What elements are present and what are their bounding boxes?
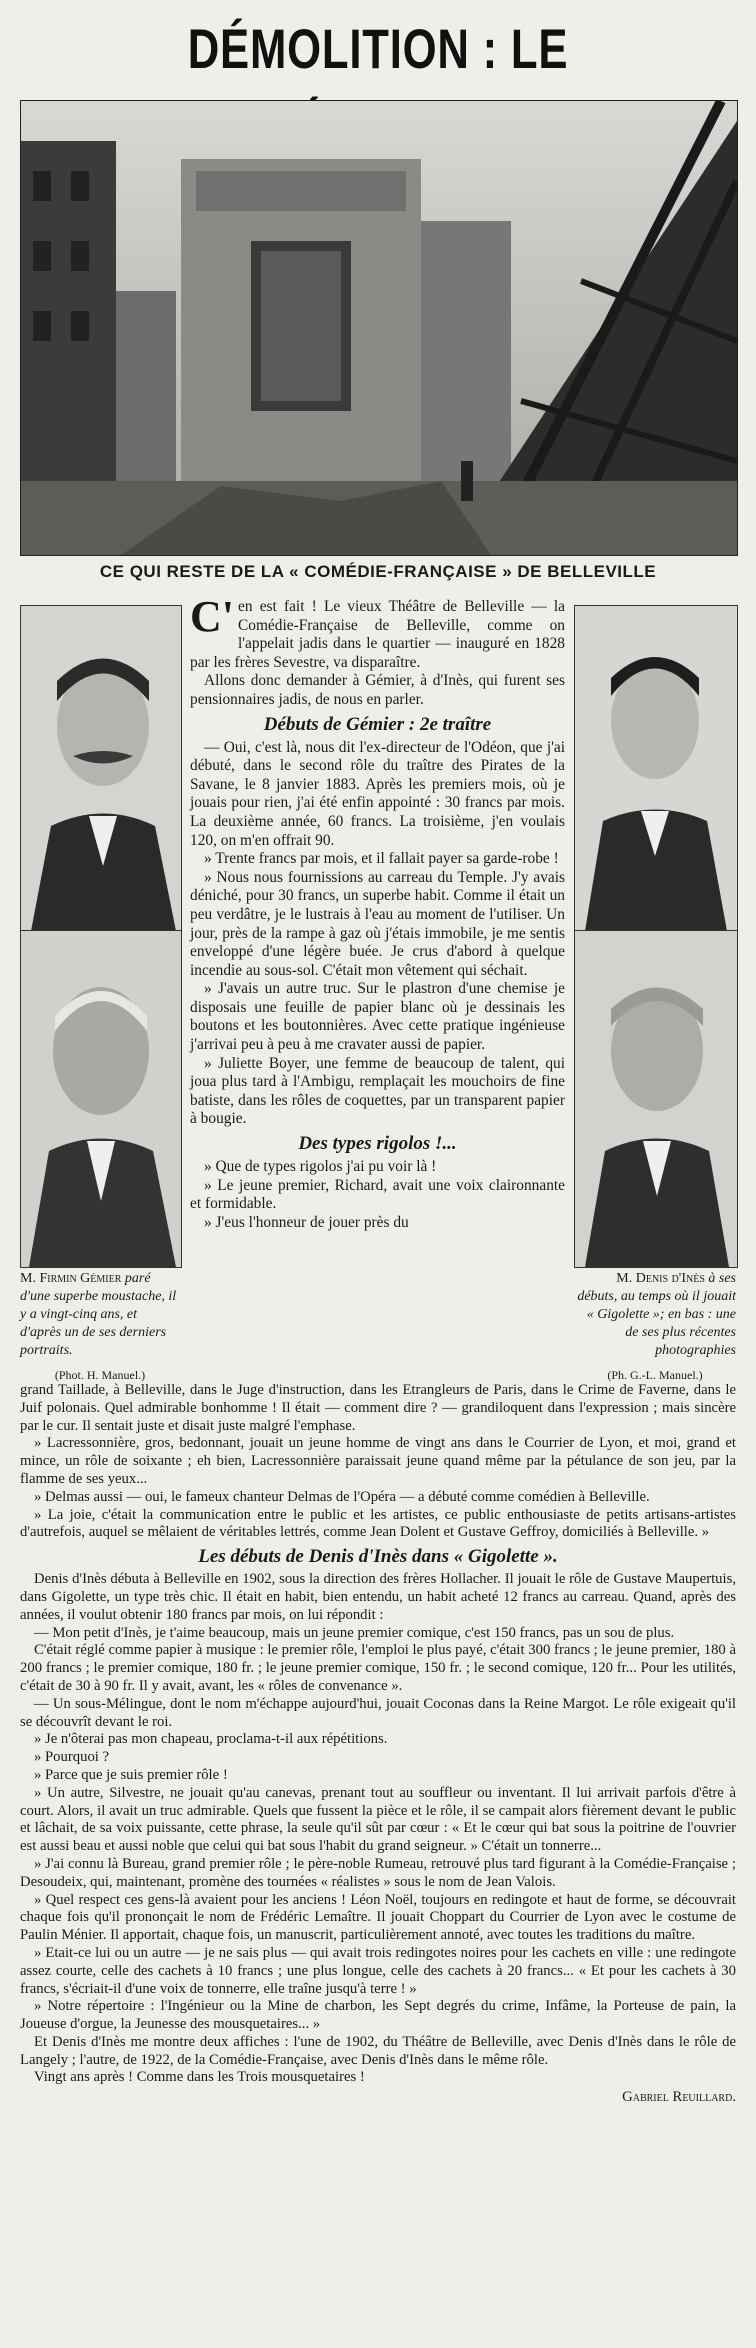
paragraph: » Quel respect ces gens-là avaient pour les anciens ! Léon Noël, toujours en redingote et haut de forme, se découvrait chaque fois qu'il prononçait le nom de Frédéric Lemaître. Il jouait Choppart du Courrier de Lyon avec le costume de Paulin Ménier. Il apportait, chaque fois, un manuscrit, particulièrement annoté, avec toutes les traditions du maître. (20, 1891, 736, 1944)
paragraph: » Trente francs par mois, et il fallait payer sa garde-robe ! (204, 850, 559, 868)
paragraph: — Un sous-Mélingue, dont le nom m'échappe aujourd'hui, jouait Coconas dans la Reine Margot. Le rôle exigeait qu'il se découvrît devant le roi. (20, 1695, 736, 1730)
paragraph: » Etait-ce lui ou un autre — je ne sais plus — qui avait trois redingotes noires pour les cachets en ville : une redingote assez courte, celle des cachets à 10 francs ; une plus longue, celle des cachets à 20 francs... « Et pour les cachets à 30 francs, s'écriait-il d'une voix de tonnerre, elle traîne jusqu'à terre ! » (20, 1944, 736, 1997)
paragraph: C'était réglé comme papier à musique : le premier rôle, l'emploi le plus payé, c'était 300 francs ; le jeune premier, 180 à 200 francs ; le premier comique, 180 fr. ; le jeune premier comique, 150 fr. ; le second comique, 120 fr... Pour les utilités, c'était de 30 à 90 fr. Il y avait, avant, les « rôles de convenance ». (20, 1642, 736, 1694)
paragraph: » Parce que je suis premier rôle ! (34, 1766, 228, 1783)
paragraph: » Delmas aussi — oui, le fameux chanteur Delmas de l'Opéra — a débuté comme comédien à Belleville. (34, 1488, 650, 1505)
subheading-gemier: Débuts de Gémier : 2e traître (263, 713, 492, 735)
caption-left-credit: (Phot. H. Manuel.) (54, 1368, 146, 1382)
paragraph: Allons donc demander à Gémier, à d'Inès, qui furent ses pensionnaires jadis, de nous en parler. (190, 672, 565, 708)
paragraph: » J'eus l'honneur de jouer près du (204, 1213, 409, 1231)
paragraph: » Notre répertoire : l'Ingénieur ou la Mine de charbon, les Sept degrés du crime, Infâme, la Porteuse de pain, la Joueuse d'orgue, la Jeunesse des mousquetaires... » (20, 1998, 736, 2033)
paragraph: » Juliette Boyer, une femme de beaucoup de talent, qui joua plus tard à l'Ambigu, remplaçait les mouchoirs de fine batiste, dans les rôles de coquettes, par un transparent papier à bougie. (190, 1054, 565, 1128)
paragraph: » Le jeune premier, Richard, avait une voix claironnante et formidable. (190, 1176, 565, 1213)
paragraph: Et Denis d'Inès me montre deux affiches : l'une de 1902, du Théâtre de Belleville, avec Denis d'Inès dans le rôle de Langely ; l'autre, de 1922, de la Comédie-Française, avec Denis d'Inès dans le même rôle. (20, 2033, 736, 2068)
theatre-demolition-photo (20, 100, 738, 556)
caption-right (574, 1270, 736, 1384)
headline: DÉMOLITION : LE (187, 17, 569, 80)
article-continuation (20, 1382, 736, 2107)
paragraph: Denis d'Inès débuta à Belleville en 1902, sous la direction des frères Hollacher. Il jouait le rôle de Gustave Maupertuis, dans Gigolette, un type très chic. Il était en habit, bien entendu, un habit acheté 12 francs au carreau. Quand, après des années, il voulut obtenir 180 francs par mois, on lui répondit : (20, 1571, 736, 1623)
paragraph: » J'ai connu là Bureau, grand premier rôle ; le père-noble Rumeau, retrouvé plus tard figurant à la Comédie-Française ; Desoudeix, qui, maintenant, promène des tournées « réalistes » sous le nom de Jean Valois. (20, 1855, 736, 1890)
paragraph: » Nous nous fournissions au carreau du Temple. J'y avais déniché, pour 30 francs, un superbe habit. Comme il était un peu verdâtre, je le lustrais à l'eau au moment de l'utiliser. Un jour, près de la rampe à gaz où j'étais immobile, je me sentis enveloppé d'une légère buée. Je crus d'abord à quelque incendie au sous-sol. C'était mon vêtement qui séchait. (190, 868, 565, 979)
subheading-types: Des types rigolos !... (298, 1133, 457, 1155)
paragraph: » La joie, c'était la communication entre le public et les artistes, ce public enthousiaste de petits artisans-artistes d'autrefois, auquel se mêlaient de véritables lettrés, comme Jean Dolent et Gustave Geffroy, domiciliés à Belleville. » (20, 1506, 736, 1541)
lead-paragraph: C'en est fait ! Le vieux Théâtre de Belleville — la Comédie-Française de Belleville, comme on l'appelait jadis dans le quartier — inauguré en 1828 par les frères Sevestre, va disparaître. (190, 592, 565, 671)
paragraph: » Un autre, Silvestre, ne jouait qu'au canevas, prenant tout au souffleur ou inventant. Il lui arrivait parfois d'être à court. Alors, il avait un truc admirable. Quels que fussent la pièce et le rôle, il se campait alors fièrement devant le public et lâchait, de sa voix puissante, cette phrase, la seule qu'il sût par cœur : « Et le cœur qui bat sous la poitrine de l'ouvrier est aussi beau et aussi noble que celui qui bat sous l'habit du grand seigneur. » C'était un tonnerre... (20, 1784, 736, 1855)
portrait-denis-recent (574, 930, 738, 1268)
paragraph: » Que de types rigolos j'ai pu voir là ! (204, 1158, 437, 1176)
caption-left-name: M. Firmin Gémier (20, 1271, 122, 1286)
paragraph: — Mon petit d'Inès, je t'aime beaucoup, mais un jeune premier comique, c'est 150 francs, pas un sou de plus. (34, 1624, 675, 1641)
caption-right-text: à ses débuts, au temps où il jouait « Gigolette »; en bas : une de ses plus récentes photographies (577, 1271, 736, 1358)
caption-left (20, 1270, 180, 1384)
paragraph: » Pourquoi ? (34, 1749, 110, 1766)
signature: Gabriel Reuillard. (622, 2089, 736, 2106)
article-column (190, 592, 565, 1232)
portrait-denis-young (574, 605, 738, 932)
caption-right-credit: (Ph. G.-L. Manuel.) (607, 1368, 703, 1382)
caption-left-text: paré d'une superbe moustache, il y a vingt-cinq ans, et d'après un de ses derniers portraits. (20, 1271, 177, 1358)
paragraph: — Oui, c'est là, nous dit l'ex-directeur de l'Odéon, que j'ai débuté, dans le second rôle du traître des Pirates de la Savane, le 8 janvier 1883. Après les premiers mois, où je jouais pour rien, j'ai été enfin appointé : 30 francs par mois. La deuxième année, 60 francs. La troisième, j'en voulais 120, on m'en offrait 90. (190, 738, 565, 849)
paragraph: » Lacressonnière, gros, bedonnant, jouait un jeune homme de vingt ans dans le Courrier de Lyon, et moi, grand et mince, un rôle de soixante ; eh bien, Lacressonnière paraissait jeune quand même par la pétulance de son jeu, par la flamme de ses yeux... (20, 1435, 736, 1487)
portrait-gemier-young (20, 605, 182, 932)
paragraph: » Je n'ôterai pas mon chapeau, proclama-t-il aux répétitions. (34, 1731, 388, 1748)
paragraph: Vingt ans après ! Comme dans les Trois mousquetaires ! (34, 2069, 365, 2086)
portrait-gemier-recent (20, 930, 182, 1268)
paragraph: » J'avais un autre truc. Sur le plastron d'une chemise je disposais une feuille de papier blanc où je dessinais les boutons et les boutonnières. Avec cette pratique ingénieuse j'arrivai peu à peu à me cravater aussi de papier. (190, 980, 565, 1054)
subheading-denis: Les débuts de Denis d'Inès dans « Gigolette ». (198, 1546, 558, 1568)
caption-right-name: M. Denis d'Inès (616, 1271, 705, 1286)
paragraph: grand Taillade, à Belleville, dans le Juge d'instruction, dans les Etrangleurs de Paris, dans le Crime de Faverne, dans le Juif polonais. Quel admirable bonhomme ! Il était — comment dire ? — grandiloquent dans l'expression ; mais sincère par le cur. Il sentait juste et disait juste malgré l'emphase. (20, 1382, 736, 1434)
main-caption: CE QUI RESTE DE LA « COMÉDIE-FRANÇAISE » DE BELLEVILLE (99, 562, 657, 581)
